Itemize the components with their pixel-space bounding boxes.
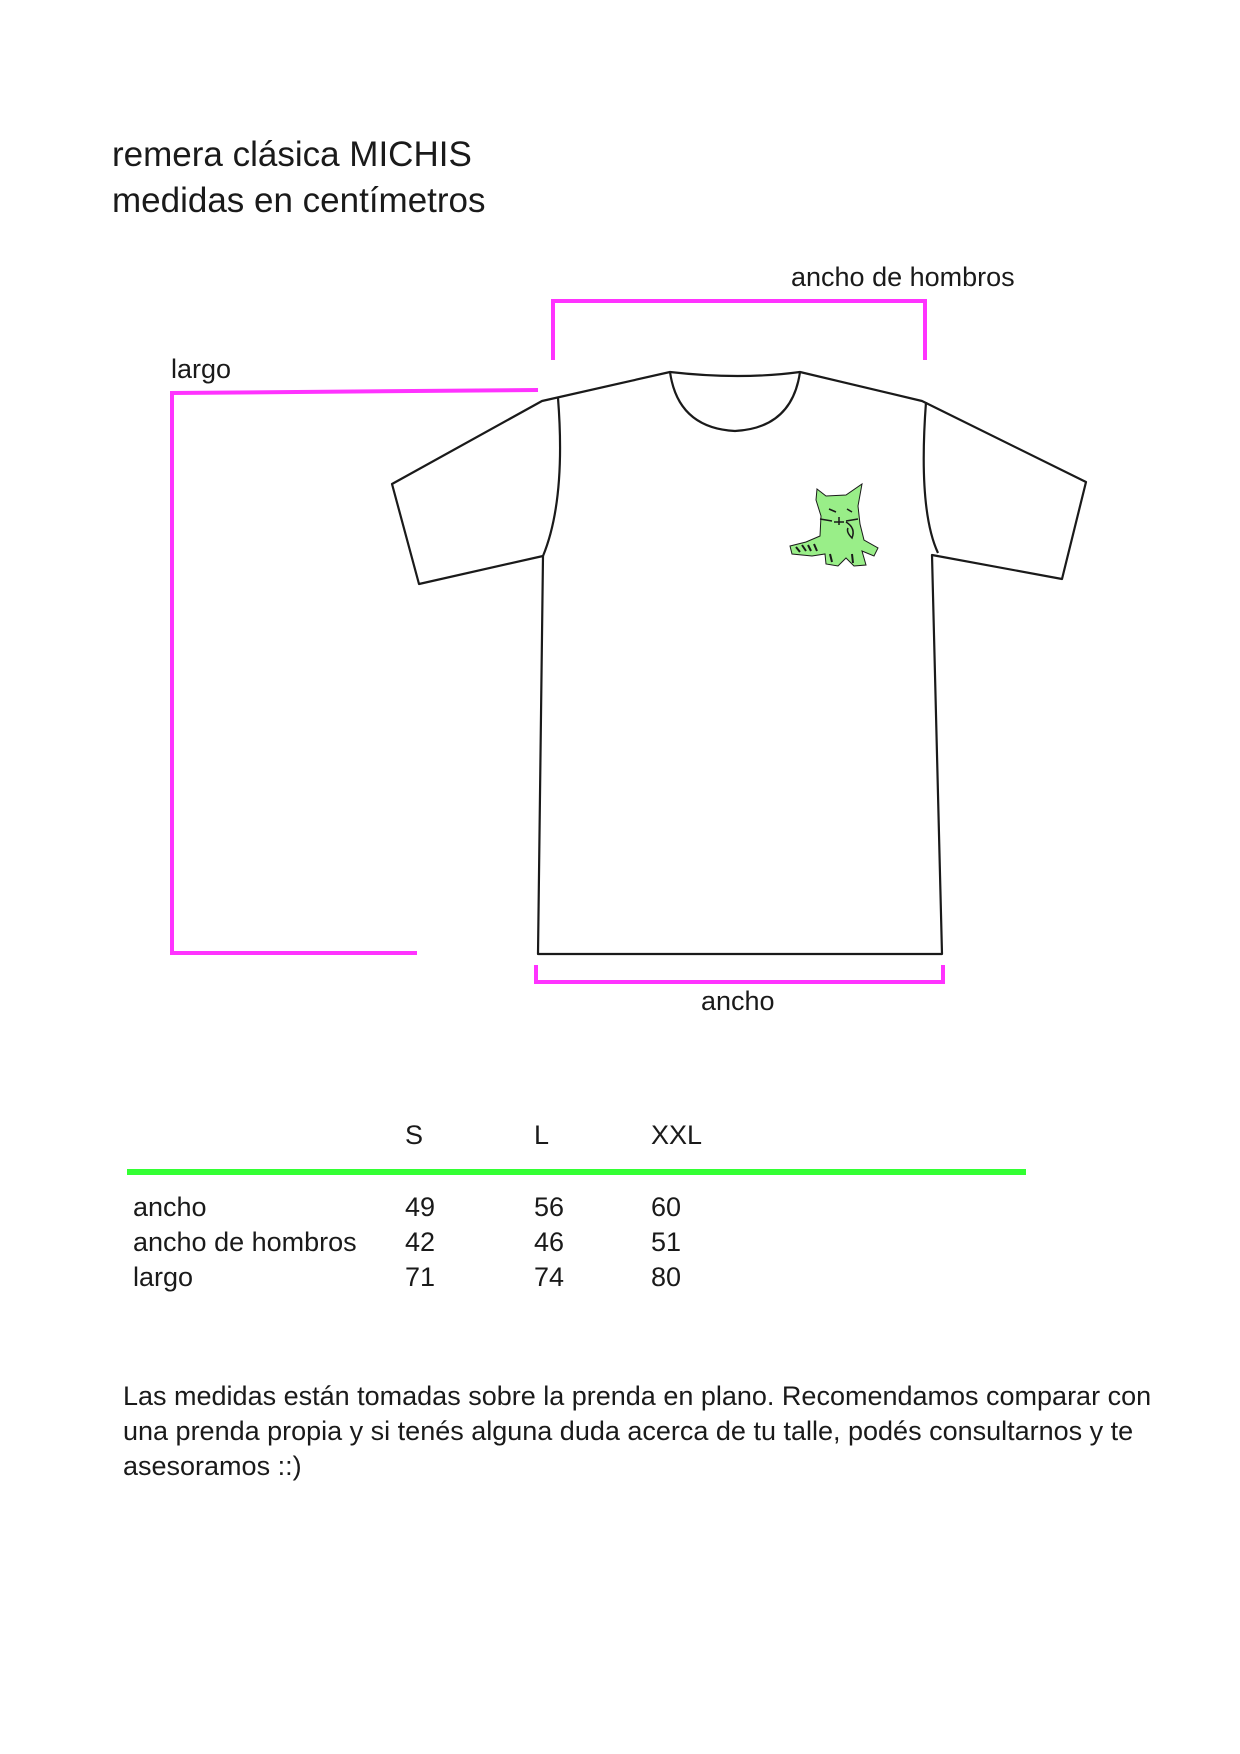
size-header-xxl: XXL: [651, 1120, 703, 1150]
tshirt-outline: [392, 372, 1086, 954]
length-measure-line: [172, 390, 538, 953]
size-header-row: [133, 1118, 731, 1164]
row-label: ancho de hombros: [133, 1227, 357, 1257]
tshirt-neckline: [670, 372, 800, 431]
value-l: 46: [534, 1227, 565, 1257]
right-sleeve-seam: [924, 402, 938, 553]
width-measure-line: [536, 965, 943, 982]
size-header-l: L: [534, 1120, 550, 1150]
table-row: [133, 1260, 731, 1295]
value-l: 74: [534, 1262, 565, 1292]
row-label: largo: [133, 1262, 194, 1292]
table-row: [133, 1164, 731, 1190]
length-label: largo: [171, 354, 232, 384]
measurement-note: Las medidas están tomadas sobre la prenda en plano. Recomendamos comparar con una prenda propia y si tenés alguna duda acerca de tu talle, podés consultarnos y te asesoramos ::): [123, 1381, 1152, 1481]
value-xxl: 51: [651, 1227, 682, 1257]
title-line-2: medidas en centímetros: [112, 181, 486, 220]
table-header-divider: [127, 1169, 1026, 1175]
size-header-empty: [133, 1118, 405, 1164]
title-line-1: remera clásica MICHIS: [112, 135, 472, 174]
table-row: [133, 1190, 731, 1225]
value-s: 42: [405, 1227, 436, 1257]
value-s: 49: [405, 1192, 436, 1222]
cat-print-icon: [790, 484, 878, 566]
shoulder-measure-line: [553, 301, 925, 360]
value-s: 71: [405, 1262, 436, 1292]
left-sleeve-seam: [543, 398, 560, 556]
size-header-s: S: [405, 1120, 424, 1150]
value-l: 56: [534, 1192, 565, 1222]
row-label: ancho: [133, 1192, 207, 1222]
value-xxl: 80: [651, 1262, 682, 1292]
value-xxl: 60: [651, 1192, 682, 1222]
shoulder-width-label: ancho de hombros: [791, 262, 1015, 292]
size-table: [133, 1118, 731, 1295]
width-label: ancho: [701, 986, 775, 1016]
table-row: [133, 1225, 731, 1260]
